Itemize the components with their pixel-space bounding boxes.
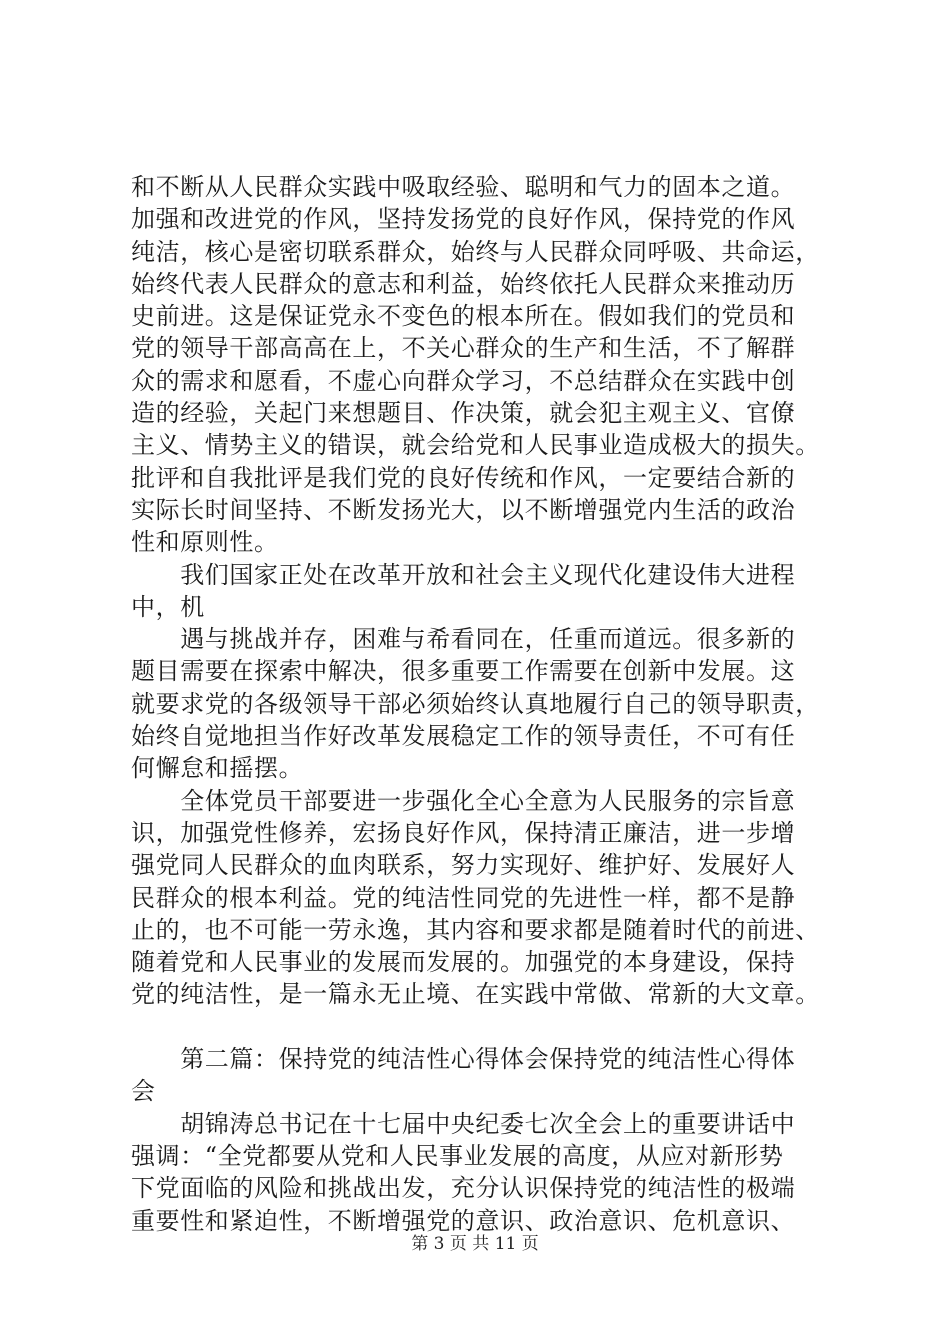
- text-line: 止的，也不可能一劳永逸，其内容和要求都是随着时代的前进、: [131, 915, 820, 944]
- paragraph-gap: [131, 1011, 831, 1043]
- text-line: 造的经验，关起门来想题目、作决策，就会犯主观主义、官僚: [131, 399, 796, 428]
- text-line: 众的需求和愿看，不虚心向群众学习，不总结群众在实践中创: [131, 366, 796, 395]
- text-line: 我们国家正处在改革开放和社会主义现代化建设伟大进程: [131, 560, 796, 589]
- text-line: 题目需要在探索中解决，很多重要工作需要在创新中发展。这: [131, 657, 796, 686]
- text-line: 党的纯洁性，是一篇永无止境、在实践中常做、常新的大文章。: [131, 980, 820, 1009]
- text-line: 全体党员干部要进一步强化全心全意为人民服务的宗旨意: [131, 786, 796, 815]
- text-line: 和不断从人民群众实践中吸取经验、聪明和气力的固本之道。: [131, 173, 796, 201]
- text-line: 党的领导干部高高在上，不关心群众的生产和生活，不了解群: [131, 334, 796, 363]
- text-line: 性和原则性。: [131, 528, 279, 557]
- text-line: 主义、情势主义的错误，就会给党和人民事业造成极大的损失。: [131, 431, 820, 460]
- text-line: 中，机: [131, 592, 205, 621]
- text-line: 胡锦涛总书记在十七届中央纪委七次全会上的重要讲话中: [131, 1109, 796, 1138]
- text-line: 始终代表人民群众的意志和利益，始终依托人民群众来推动历: [131, 269, 796, 298]
- text-line: 强调：“全党都要从党和人民事业发展的高度，从应对新形势: [131, 1141, 784, 1170]
- text-line: 就要求党的各级领导干部必须始终认真地履行自己的领导职责，: [131, 689, 820, 718]
- text-line: 强党同人民群众的血肉联系，努力实现好、维护好、发展好人: [131, 851, 796, 880]
- text-line: 何懈怠和摇摆。: [131, 754, 304, 783]
- page-footer: 第 3 页 共 11 页: [411, 1234, 539, 1254]
- text-line: 随着党和人民事业的发展而发展的。加强党的本身建设，保持: [131, 948, 796, 977]
- text-line: 批评和自我批评是我们党的良好传统和作风，一定要结合新的: [131, 463, 796, 492]
- text-line: 史前进。这是保证党永不变色的根本所在。假如我们的党员和: [131, 302, 796, 331]
- text-line: 第二篇：保持党的纯洁性心得体会保持党的纯洁性心得体: [131, 1045, 796, 1074]
- text-line: 始终自觉地担当作好改革发展稳定工作的领导责任，不可有任: [131, 722, 796, 751]
- text-line: 加强和改进党的作风，坚持发扬党的良好作风，保持党的作风: [131, 205, 796, 234]
- text-line: 民群众的根本利益。党的纯洁性同党的先进性一样，都不是静: [131, 883, 796, 912]
- text-line: 识，加强党性修养，宏扬良好作风，保持清正廉洁，进一步增: [131, 818, 796, 847]
- text-line: 遇与挑战并存，困难与希看同在，任重而道远。很多新的: [131, 625, 796, 654]
- text-line: 实际长时间坚持、不断发扬光大，以不断增强党内生活的政治: [131, 495, 796, 524]
- text-line: 重要性和紧迫性，不断增强党的意识、政治意识、危机意识、: [131, 1206, 796, 1235]
- document-body: [131, 171, 831, 1237]
- text-line: 会: [131, 1077, 156, 1106]
- text-line: 下党面临的风险和挑战出发，充分认识保持党的纯洁性的极端: [131, 1174, 796, 1203]
- text-line: 纯洁，核心是密切联系群众，始终与人民群众同呼吸、共命运，: [131, 237, 820, 266]
